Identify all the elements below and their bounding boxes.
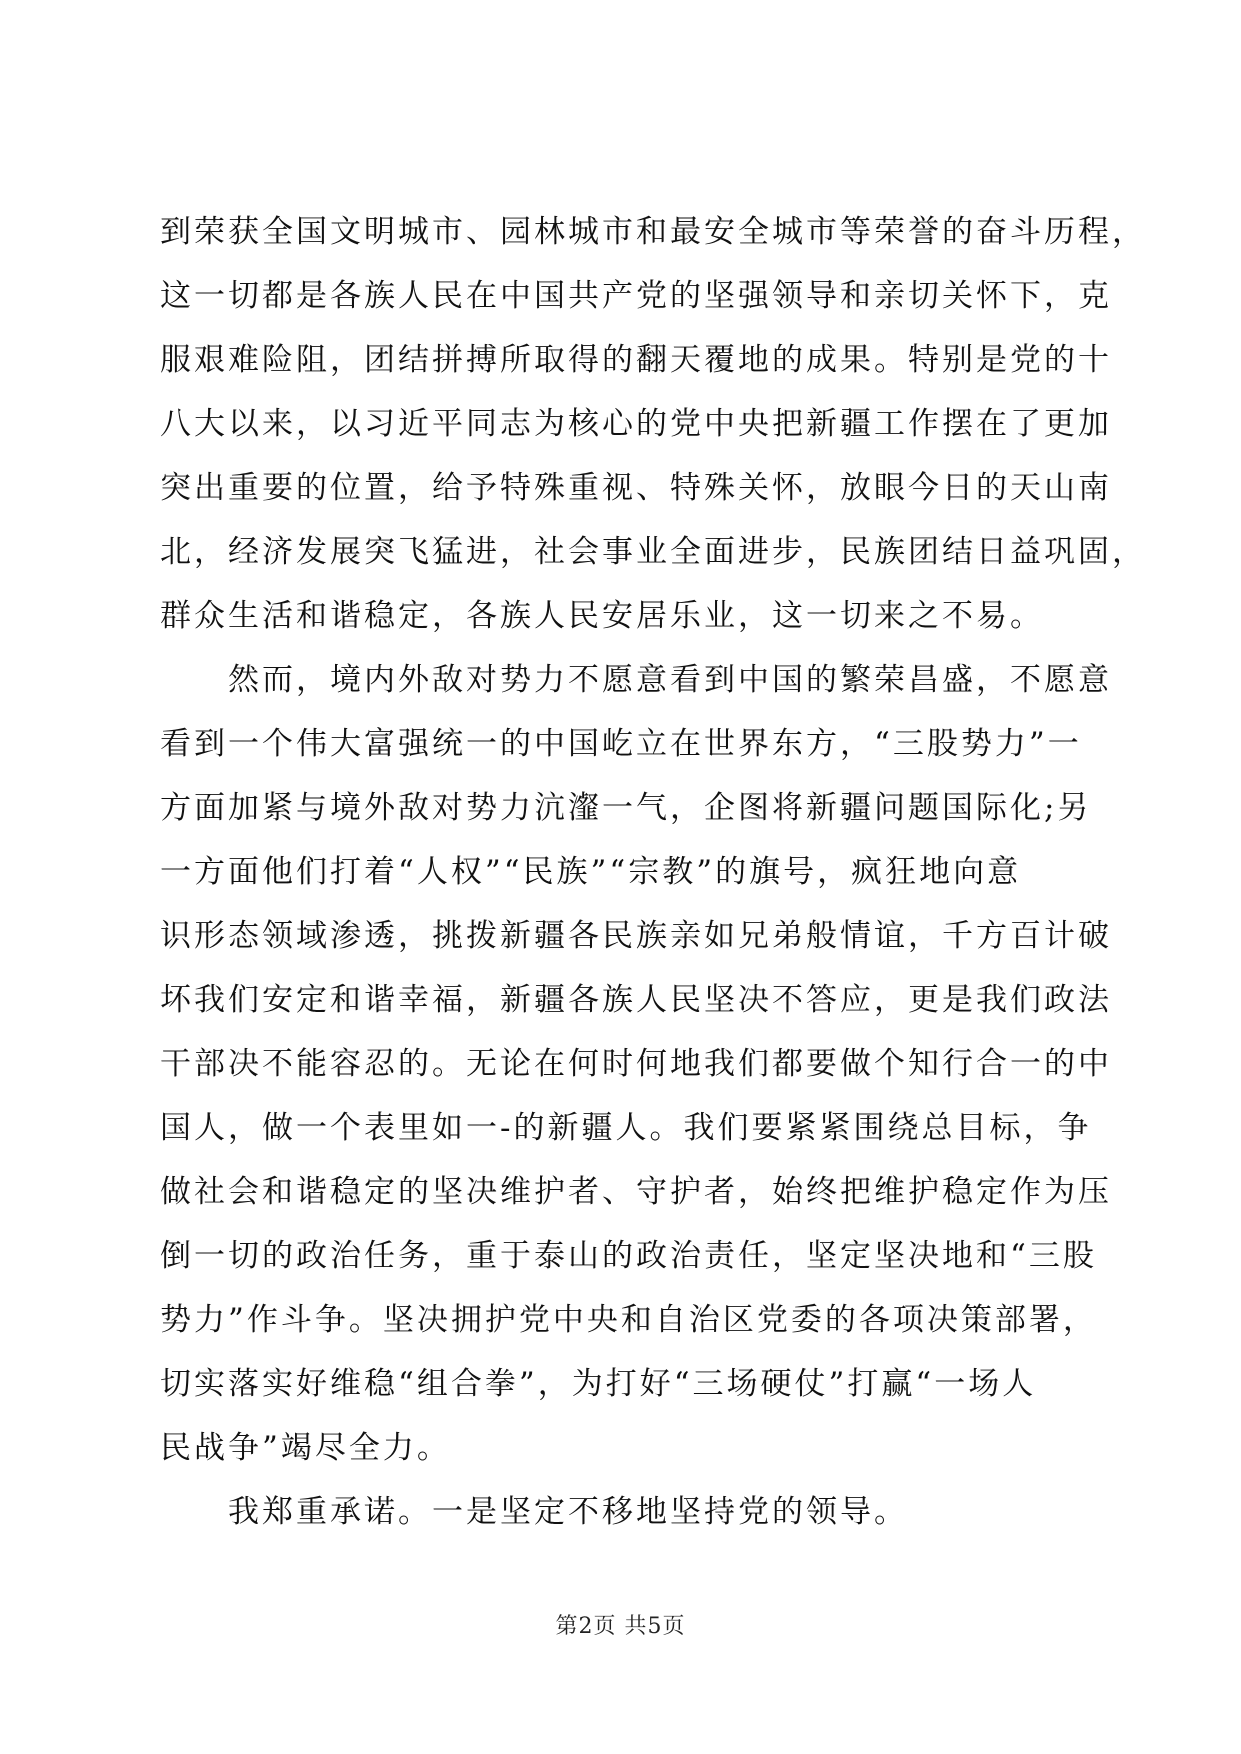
text-line: 国人，做一个表里如一-的新疆人。我们要紧紧围绕总目标，争 <box>160 1110 1092 1146</box>
text-line: 八大以来，以习近平同志为核心的党中央把新疆工作摆在了更加 <box>160 406 1112 442</box>
text-line: 突出重要的位置，给予特殊重视、特殊关怀，放眼今日的天山南 <box>160 470 1112 506</box>
text-line: 看到一个伟大富强统一的中国屹立在世界东方，“三股势力”一 <box>160 726 1082 762</box>
text-line: 然而，境内外敌对势力不愿意看到中国的繁荣昌盛，不愿意 <box>160 662 1112 698</box>
text-line: 倒一切的政治任务，重于泰山的政治责任，坚定坚决地和“三股 <box>160 1238 1097 1274</box>
text-line: 群众生活和谐稳定，各族人民安居乐业，这一切来之不易。 <box>160 598 1044 634</box>
text-line: 北，经济发展突飞猛进，社会事业全面进步，民族团结日益巩固， <box>160 534 1146 570</box>
page-footer: 第2页 共5页 <box>555 1614 686 1639</box>
text-line: 服艰难险阻，团结拼搏所取得的翻天覆地的成果。特别是党的十 <box>160 342 1112 378</box>
text-line: 方面加紧与境外敌对势力沆瀣一气，企图将新疆问题国际化;另 <box>160 790 1092 826</box>
document-body <box>160 200 1146 1544</box>
text-line: 我郑重承诺。一是坚定不移地坚持党的领导。 <box>160 1494 908 1530</box>
text-line: 这一切都是各族人民在中国共产党的坚强领导和亲切关怀下，克 <box>160 278 1112 314</box>
text-line: 做社会和谐稳定的坚决维护者、守护者，始终把维护稳定作为压 <box>160 1174 1112 1210</box>
text-line: 一方面他们打着“人权”“民族”“宗教”的旗号，疯狂地向意 <box>160 854 1022 890</box>
text-line: 识形态领域渗透，挑拨新疆各民族亲如兄弟般情谊，千方百计破 <box>160 918 1112 954</box>
text-line: 势力”作斗争。坚决拥护党中央和自治区党委的各项决策部署， <box>160 1302 1097 1338</box>
text-line: 到荣获全国文明城市、园林城市和最安全城市等荣誉的奋斗历程， <box>160 214 1146 250</box>
text-line: 干部决不能容忍的。无论在何时何地我们都要做个知行合一的中 <box>160 1046 1112 1082</box>
text-line: 切实落实好维稳“组合拳”，为打好“三场硬仗”打赢“一场人 <box>160 1366 1037 1402</box>
text-line: 坏我们安定和谐幸福，新疆各族人民坚决不答应，更是我们政法 <box>160 982 1112 1018</box>
text-line: 民战争”竭尽全力。 <box>160 1430 451 1466</box>
